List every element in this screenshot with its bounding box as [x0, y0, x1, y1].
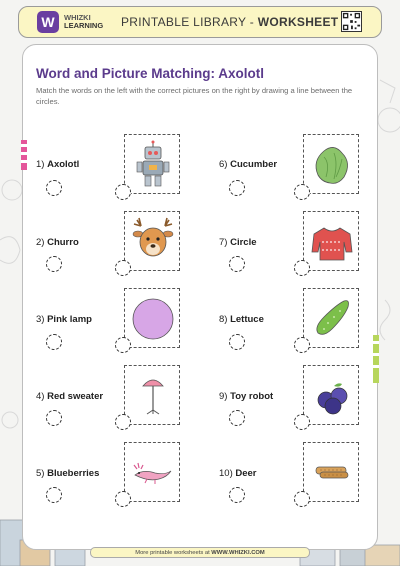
item-number: 4) [36, 391, 45, 402]
right-word-circle-5[interactable] [229, 487, 245, 503]
left-side-strip [21, 140, 27, 170]
robot-icon [125, 135, 181, 195]
right-item-2 [219, 237, 257, 248]
logo-text [64, 14, 103, 30]
item-word: Pink lamp [47, 314, 92, 325]
right-side-strip [373, 335, 379, 383]
circle-shape-icon [125, 289, 181, 349]
left-picture-box-2 [124, 211, 180, 271]
right-picture-circle-4[interactable] [294, 414, 310, 430]
right-picture-box-2 [303, 211, 359, 271]
left-picture-box-3 [124, 288, 180, 348]
pink-lamp-icon [125, 366, 181, 426]
qr-code-icon [341, 11, 362, 32]
item-number: 10) [219, 468, 233, 479]
left-item-2 [36, 237, 79, 248]
header-bar [18, 6, 382, 38]
header-title-prefix: PRINTABLE LIBRARY - [121, 15, 258, 29]
right-picture-circle-1[interactable] [294, 184, 310, 200]
item-number: 2) [36, 237, 45, 248]
blueberries-icon [304, 366, 360, 426]
footer-site-link[interactable]: WWW.WHIZKI.COM [211, 550, 265, 556]
item-word: Toy robot [230, 391, 274, 402]
deer-icon [125, 212, 181, 272]
item-word: Lettuce [230, 314, 264, 325]
item-word: Deer [235, 468, 257, 479]
item-number: 5) [36, 468, 45, 479]
item-number: 8) [219, 314, 228, 325]
left-word-circle-3[interactable] [46, 334, 62, 350]
cucumber-icon [304, 289, 360, 349]
left-word-circle-2[interactable] [46, 256, 62, 272]
left-picture-circle-5[interactable] [115, 491, 131, 507]
left-item-1 [36, 159, 79, 170]
left-item-4 [36, 391, 103, 402]
worksheet-instructions: Match the words on the left with the correct pictures on the right by drawing a line between the circles. [36, 86, 353, 106]
item-word: Churro [47, 237, 79, 248]
left-picture-circle-1[interactable] [115, 184, 131, 200]
right-item-4 [219, 391, 273, 402]
header-title [121, 15, 338, 29]
item-number: 6) [219, 159, 228, 170]
left-picture-box-5 [124, 442, 180, 502]
item-number: 7) [219, 237, 228, 248]
left-picture-box-4 [124, 365, 180, 425]
left-word-circle-1[interactable] [46, 180, 62, 196]
item-word: Red sweater [47, 391, 104, 402]
churro-icon [304, 443, 360, 503]
item-number: 3) [36, 314, 45, 325]
left-word-circle-4[interactable] [46, 410, 62, 426]
right-picture-box-5 [303, 442, 359, 502]
right-picture-box-1 [303, 134, 359, 194]
right-word-circle-2[interactable] [229, 256, 245, 272]
right-item-3 [219, 314, 264, 325]
right-picture-box-4 [303, 365, 359, 425]
right-picture-circle-3[interactable] [294, 337, 310, 353]
right-item-5 [219, 468, 257, 479]
right-item-1 [219, 159, 277, 170]
right-picture-circle-2[interactable] [294, 260, 310, 276]
red-sweater-icon [304, 212, 360, 272]
item-word: Cucumber [230, 159, 278, 170]
left-word-circle-5[interactable] [46, 487, 62, 503]
item-word: Axolotl [47, 159, 80, 170]
left-picture-box-1 [124, 134, 180, 194]
item-number: 1) [36, 159, 45, 170]
left-picture-circle-2[interactable] [115, 260, 131, 276]
footer-prefix: More printable worksheets at [135, 550, 212, 556]
right-word-circle-4[interactable] [229, 410, 245, 426]
right-picture-circle-5[interactable] [294, 491, 310, 507]
item-number: 9) [219, 391, 228, 402]
right-picture-box-3 [303, 288, 359, 348]
left-picture-circle-4[interactable] [115, 414, 131, 430]
header-title-bold: WORKSHEET [257, 15, 339, 29]
lettuce-icon [304, 135, 360, 195]
item-word: Circle [230, 237, 257, 248]
right-word-circle-3[interactable] [229, 334, 245, 350]
item-word: Blueberries [47, 468, 100, 479]
footer-bar [90, 547, 310, 558]
axolotl-icon [125, 443, 181, 503]
whizki-logo: W [37, 11, 59, 33]
left-picture-circle-3[interactable] [115, 337, 131, 353]
logo-line2: LEARNING [64, 21, 104, 30]
right-word-circle-1[interactable] [229, 180, 245, 196]
worksheet-title: Word and Picture Matching: Axolotl [36, 66, 265, 81]
left-item-3 [36, 314, 92, 325]
left-item-5 [36, 468, 99, 479]
logo-line1: WHIZKI [64, 13, 91, 22]
